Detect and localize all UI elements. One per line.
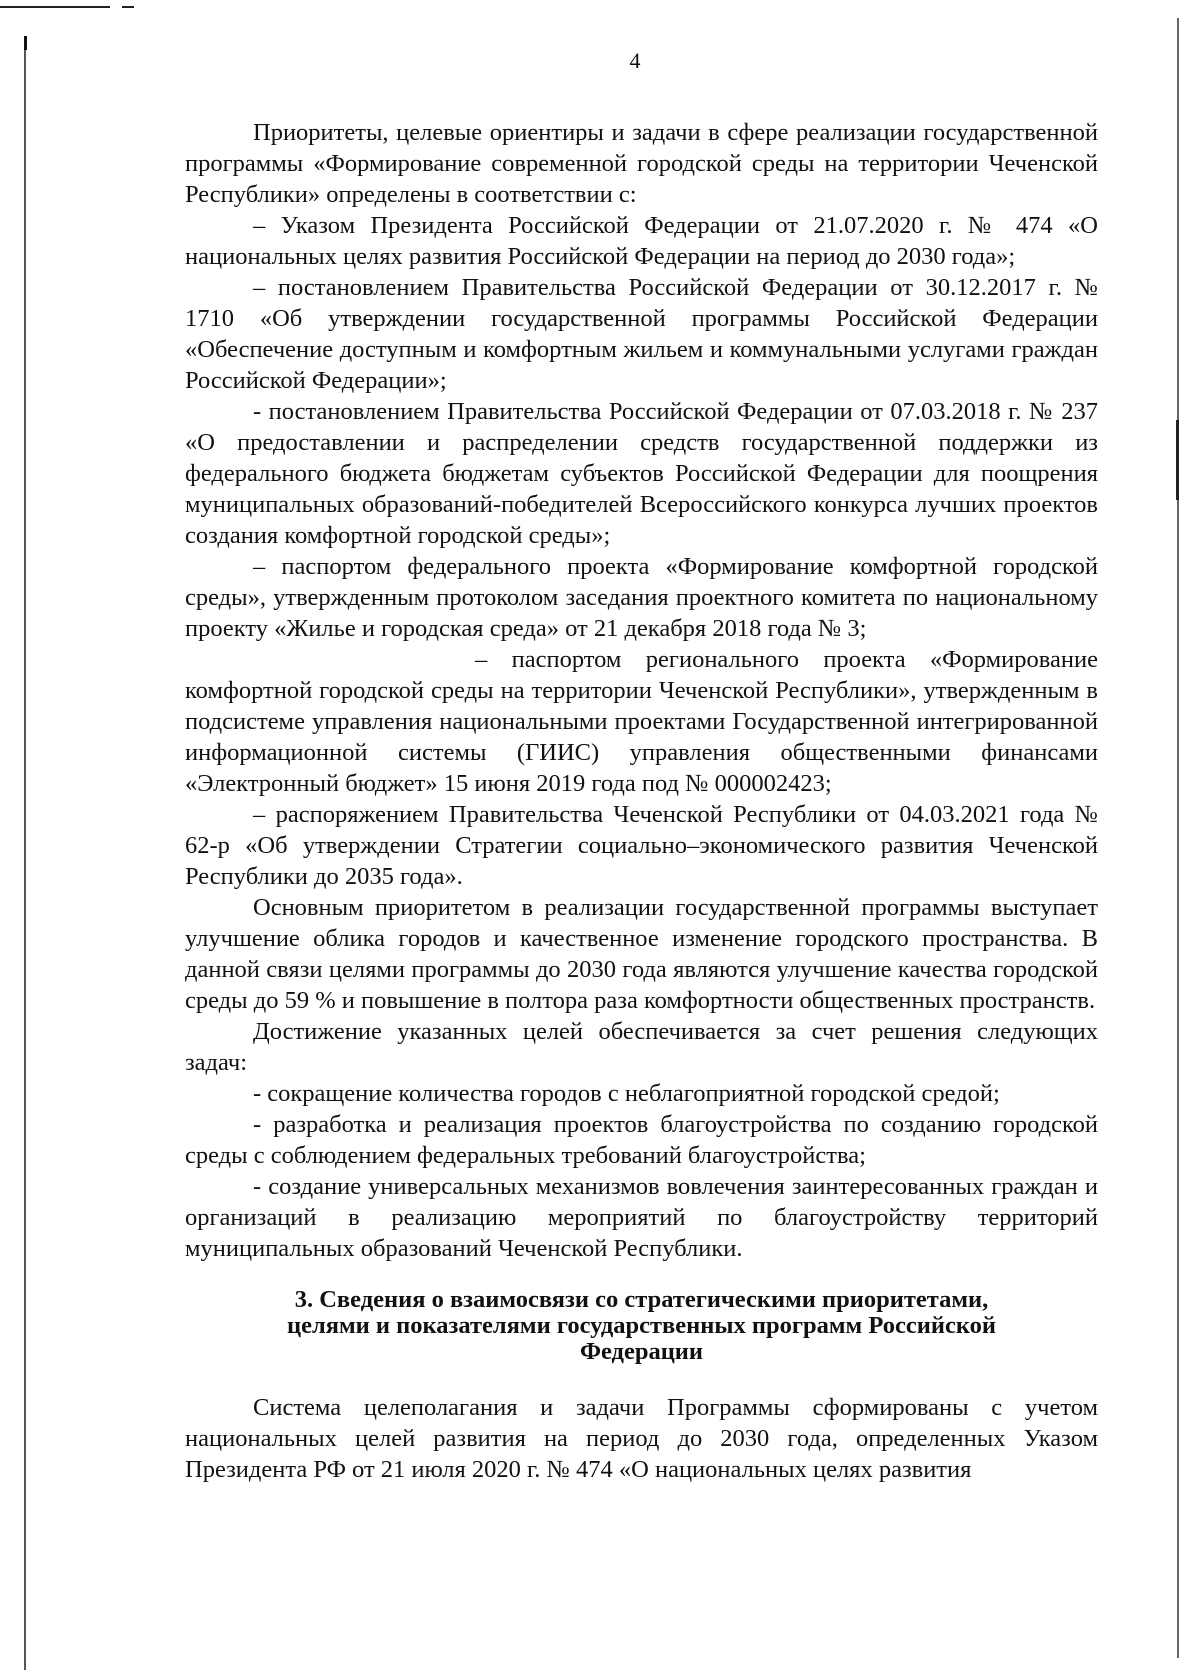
paragraph-decree-474: – Указом Президента Российской Федерации от 21.07.2020 г. № 474 «О национальных целях развития Российской Федерации на период до 2030 года»; <box>185 212 1098 270</box>
paragraph-goals-achievement: Достижение указанных целей обеспечивается за счет решения следующих задач: <box>185 1018 1098 1076</box>
section-heading-line-2: целями и показателями государственных программ Российской <box>287 1312 996 1339</box>
list-item-task-1: - сокращение количества городов с неблагоприятной городской средой; <box>253 1080 1000 1107</box>
section-heading-line-3: Федерации <box>579 1338 704 1365</box>
scan-artifact-left-edge <box>24 40 26 1670</box>
paragraph-main-priority: Основным приоритетом в реализации государственной программы выступает улучшение облика городов и качественное изменение городского пространства. В данной связи целями программы до 2030 года являются улучшение качества городской среды до 59 % и повышение в полтора раза комфортности общественных пространств. <box>185 894 1098 1014</box>
section-heading <box>225 1287 1058 1365</box>
scan-artifact-right-edge <box>1177 18 1179 1658</box>
scan-artifact-top-dash <box>122 6 134 8</box>
paragraph-goal-setting: Система целеполагания и задачи Программы сформированы с учетом национальных целей развития на период до 2030 года, определенных Указом Президента РФ от 21 июля 2020 г. № 474 «О национальных целях развития <box>185 1394 1098 1483</box>
paragraph-resolution-237: - постановлением Правительства Российской Федерации от 07.03.2018 г. № 237 «О предоставлении и распределении средств государственной поддержки из федерального бюджета бюджетам субъектов Российской Федерации для поощрения муниципальных образований-победителей Всероссийского конкурса лучших проектов создания комфортной городской среды»; <box>185 398 1098 549</box>
paragraph-resolution-1710: – постановлением Правительства Российской Федерации от 30.12.2017 г. № 1710 «Об утверждении государственной программы Российской Федерации «Обеспечение доступным и комфортным жильем и коммунальными услугами граждан Российской Федерации»; <box>185 274 1098 394</box>
scan-artifact-top-line <box>0 6 110 8</box>
paragraph-regional-project: – паспортом регионального проекта «Формирование комфортной городской среды на территории Чеченской Республики», утвержденным в подсистеме управления национальными проектами Государственной интегрированной информационной системы (ГИИС) управления общественными финансами «Электронный бюджет» 15 июня 2019 года под № 000002423; <box>185 646 1098 797</box>
paragraph-order-62r: – распоряжением Правительства Чеченской Республики от 04.03.2021 года № 62-р «Об утверждении Стратегии социально–экономического развития Чеченской Республики до 2035 года». <box>185 801 1098 890</box>
scan-artifact-right-mark <box>1176 420 1179 500</box>
list-item-task-2: - разработка и реализация проектов благоустройства по созданию городской среды с соблюдением федеральных требований благоустройства; <box>185 1111 1098 1169</box>
paragraph-intro: Приоритеты, целевые ориентиры и задачи в сфере реализации государственной программы «Формирование современной городской среды на территории Чеченской Республики» определены в соответствии с: <box>185 119 1098 208</box>
page-number: 4 <box>629 48 641 73</box>
paragraph-federal-project: – паспортом федерального проекта «Формирование комфортной городской среды», утвержденным протоколом заседания проектного комитета по национальному проекту «Жилье и городская среда» от 21 декабря 2018 года № 3; <box>185 553 1098 642</box>
list-item-task-3: - создание универсальных механизмов вовлечения заинтересованных граждан и организаций в реализацию мероприятий по благоустройству территорий муниципальных образований Чеченской Республики. <box>185 1173 1098 1262</box>
section-heading-line-1: 3. Сведения о взаимосвязи со стратегическими приоритетами, <box>294 1286 989 1313</box>
document-body <box>185 117 1098 1485</box>
